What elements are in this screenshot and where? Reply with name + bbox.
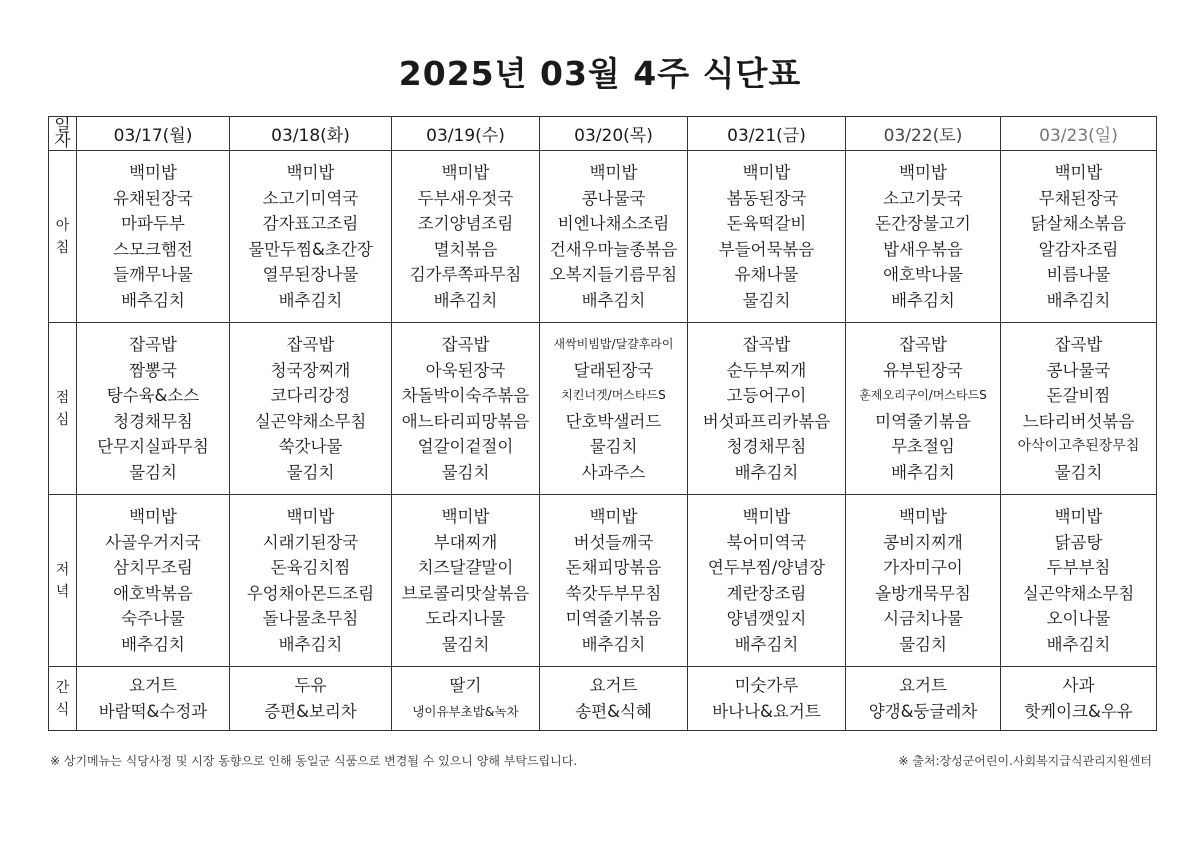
menu-item: 백미밥 bbox=[441, 163, 490, 182]
dinner-cell-fri bbox=[688, 495, 846, 667]
menu-item: 배추김치 bbox=[734, 462, 799, 482]
menu-item: 비름나물 bbox=[1046, 265, 1111, 284]
menu-item: 치킨너겟/머스타드S bbox=[561, 388, 666, 402]
menu-item: 새싹비빔밥/달걀후라이 bbox=[553, 337, 674, 351]
menu-item: 부대찌개 bbox=[433, 532, 498, 552]
lunch-row bbox=[49, 323, 1157, 495]
meal-label-char: 식 bbox=[55, 701, 70, 718]
menu-item: 청경채무침 bbox=[726, 437, 807, 456]
dinner-cell-thu bbox=[540, 495, 688, 667]
menu-item: 시래기된장국 bbox=[262, 532, 359, 552]
meal-label-char: 저 bbox=[55, 561, 70, 578]
menu-item: 배추김치 bbox=[891, 462, 955, 482]
snack-cell-sat bbox=[846, 667, 1001, 731]
menu-item: 물김치 bbox=[129, 462, 177, 482]
menu-item: 가자미구이 bbox=[883, 558, 963, 577]
menu-item: 돈육떡갈비 bbox=[726, 214, 807, 233]
menu-item: 콩나물국 bbox=[581, 188, 646, 208]
day-header-sun: 03/23(일) bbox=[1001, 117, 1157, 151]
menu-item: 양념깻잎지 bbox=[726, 609, 807, 628]
menu-item: 돈채피망볶음 bbox=[565, 558, 662, 577]
menu-item: 배추김치 bbox=[278, 634, 343, 654]
menu-item: 계란장조림 bbox=[726, 583, 807, 603]
menu-item: 미역줄기볶음 bbox=[565, 609, 662, 628]
menu-item: 닭살채소볶음 bbox=[1030, 214, 1127, 233]
menu-item: 봄동된장국 bbox=[726, 188, 807, 208]
menu-item: 우엉채아몬드조림 bbox=[246, 583, 375, 603]
breakfast-cell-sun bbox=[1001, 151, 1157, 323]
menu-item: 애호박나물 bbox=[883, 265, 963, 284]
menu-item: 치즈달걀말이 bbox=[417, 558, 514, 577]
menu-item: 부들어묵볶음 bbox=[718, 239, 815, 259]
menu-item: 조기양념조림 bbox=[417, 214, 514, 233]
menu-item: 시금치나물 bbox=[883, 609, 963, 628]
menu-item: 버섯들깨국 bbox=[573, 532, 654, 552]
menu-item: 백미밥 bbox=[441, 507, 490, 526]
menu-item: 콩비지찌개 bbox=[883, 532, 963, 552]
snack-label bbox=[49, 667, 77, 731]
menu-item: 브로콜리맛살볶음 bbox=[401, 583, 530, 603]
menu-item: 유채된장국 bbox=[113, 188, 193, 208]
meal-label-char: 아 bbox=[55, 217, 70, 234]
menu-item: 청국장찌개 bbox=[270, 360, 351, 380]
menu-item: 열무된장나물 bbox=[262, 265, 359, 284]
menu-item: 백미밥 bbox=[129, 507, 177, 526]
menu-item: 물만두찜&초간장 bbox=[248, 239, 373, 259]
menu-item: 요거트 bbox=[899, 675, 947, 695]
menu-item: 무채된장국 bbox=[1038, 188, 1119, 208]
snack-cell-wed bbox=[392, 667, 540, 731]
dinner-cell-wed bbox=[392, 495, 540, 667]
dinner-cell-mon bbox=[77, 495, 230, 667]
breakfast-label bbox=[49, 151, 77, 323]
menu-item: 백미밥 bbox=[742, 507, 791, 526]
meal-label-char: 간 bbox=[55, 679, 70, 696]
menu-item: 소고기미역국 bbox=[262, 188, 359, 208]
menu-item: 물김치 bbox=[286, 462, 335, 482]
lunch-cell-mon bbox=[77, 323, 230, 495]
menu-item: 달래된장국 bbox=[573, 360, 654, 380]
snack-row bbox=[49, 667, 1157, 731]
menu-item: 닭곰탕 bbox=[1054, 532, 1103, 552]
menu-item: 애호박볶음 bbox=[113, 583, 193, 603]
menu-item: 잡곡밥 bbox=[742, 335, 791, 354]
menu-item: 연두부찜/양념장 bbox=[707, 558, 826, 577]
menu-item: 실곤약채소무침 bbox=[254, 411, 367, 431]
menu-item: 아삭이고추된장무침 bbox=[1017, 438, 1140, 454]
menu-item: 두유 bbox=[294, 675, 327, 695]
snack-cell-fri bbox=[688, 667, 846, 731]
menu-item: 무초절임 bbox=[891, 437, 955, 456]
snack-cell-sun bbox=[1001, 667, 1157, 731]
menu-item: 실곤약채소무침 bbox=[1022, 583, 1135, 603]
menu-item: 얼갈이겉절이 bbox=[417, 437, 514, 456]
menu-item: 사골우거지국 bbox=[105, 532, 201, 552]
day-header-mon: 03/17(월) bbox=[77, 117, 230, 151]
menu-item: 배추김치 bbox=[1046, 290, 1111, 310]
lunch-label bbox=[49, 323, 77, 495]
menu-item: 삼치무조림 bbox=[113, 558, 193, 577]
menu-item: 코다리강정 bbox=[270, 386, 351, 405]
menu-item: 백미밥 bbox=[129, 163, 177, 182]
menu-item: 숙주나물 bbox=[121, 609, 185, 628]
menu-item: 돈간장불고기 bbox=[875, 214, 971, 233]
menu-item: 물김치 bbox=[1054, 462, 1103, 482]
breakfast-cell-thu bbox=[540, 151, 688, 323]
header-row bbox=[49, 117, 1157, 151]
breakfast-row bbox=[49, 151, 1157, 323]
lunch-cell-thu bbox=[540, 323, 688, 495]
page-title: 2025년 03월 4주 식단표 bbox=[398, 54, 802, 93]
menu-item: 오복지들기름무침 bbox=[549, 265, 678, 284]
snack-cell-thu bbox=[540, 667, 688, 731]
day-header-thu: 03/20(목) bbox=[540, 117, 688, 151]
meal-label-char: 녁 bbox=[55, 583, 70, 600]
menu-item: 버섯파프리카볶음 bbox=[702, 411, 831, 431]
menu-item: 순두부찌개 bbox=[726, 360, 807, 380]
menu-item: 백미밥 bbox=[1054, 507, 1103, 526]
menu-item: 백미밥 bbox=[286, 163, 335, 182]
lunch-cell-tue bbox=[230, 323, 392, 495]
menu-item: 잡곡밥 bbox=[1054, 335, 1103, 354]
dinner-cell-sun bbox=[1001, 495, 1157, 667]
menu-item: 미역줄기볶음 bbox=[875, 411, 971, 431]
menu-item: 훈제오리구이/머스타드S bbox=[859, 388, 987, 402]
day-header-tue: 03/18(화) bbox=[230, 117, 392, 151]
meal-label-char: 침 bbox=[55, 239, 70, 256]
menu-item: 쑥갓두부무침 bbox=[565, 583, 662, 603]
menu-item: 잡곡밥 bbox=[286, 335, 335, 354]
menu-item: 배추김치 bbox=[121, 290, 185, 310]
source-note: ※ 출처:장성군어린이.사회복지급식관리지원센터 bbox=[898, 754, 1152, 768]
menu-item: 단호박샐러드 bbox=[565, 411, 662, 431]
menu-item: 물김치 bbox=[742, 290, 791, 310]
menu-item: 양갱&둥글레차 bbox=[868, 701, 978, 721]
menu-item: 돈갈비찜 bbox=[1046, 386, 1111, 405]
menu-item: 유채나물 bbox=[734, 265, 799, 284]
menu-item: 배추김치 bbox=[734, 634, 799, 654]
menu-item: 미숫가루 bbox=[734, 675, 799, 695]
menu-item: 멸치볶음 bbox=[433, 239, 498, 259]
menu-item: 돈육김치찜 bbox=[270, 558, 351, 577]
menu-item: 올방개묵무침 bbox=[875, 583, 971, 603]
menu-item: 아욱된장국 bbox=[425, 360, 506, 380]
dinner-cell-sat bbox=[846, 495, 1001, 667]
menu-item: 탕수육&소스 bbox=[106, 386, 200, 405]
menu-item: 애느타리피망볶음 bbox=[401, 411, 530, 431]
dinner-label bbox=[49, 495, 77, 667]
breakfast-cell-mon bbox=[77, 151, 230, 323]
menu-item: 백미밥 bbox=[286, 507, 335, 526]
menu-item: 배추김치 bbox=[1046, 634, 1111, 654]
menu-item: 짬뽕국 bbox=[129, 360, 177, 380]
menu-item: 백미밥 bbox=[589, 163, 638, 182]
breakfast-cell-wed bbox=[392, 151, 540, 323]
menu-item: 잡곡밥 bbox=[899, 335, 947, 354]
menu-item: 건새우마늘종볶음 bbox=[549, 239, 678, 259]
menu-item: 쑥갓나물 bbox=[278, 437, 343, 456]
menu-item: 청경채무침 bbox=[113, 411, 193, 431]
day-header-sat: 03/22(토) bbox=[846, 117, 1001, 151]
menu-item: 물김치 bbox=[589, 437, 638, 456]
menu-item: 배추김치 bbox=[278, 290, 343, 310]
lunch-cell-wed bbox=[392, 323, 540, 495]
day-header-fri: 03/21(금) bbox=[688, 117, 846, 151]
breakfast-cell-sat bbox=[846, 151, 1001, 323]
menu-item: 잡곡밥 bbox=[441, 335, 490, 354]
menu-item: 배추김치 bbox=[891, 290, 955, 310]
menu-item: 배추김치 bbox=[581, 634, 646, 654]
menu-item: 소고기뭇국 bbox=[883, 188, 963, 208]
menu-item: 배추김치 bbox=[581, 290, 646, 310]
meal-plan-table bbox=[48, 116, 1157, 731]
menu-item: 증편&보리차 bbox=[264, 701, 357, 721]
menu-item: 잡곡밥 bbox=[129, 335, 177, 354]
corner-label-2: 자 bbox=[54, 130, 71, 151]
menu-item: 감자표고조림 bbox=[262, 214, 359, 233]
lunch-cell-sat bbox=[846, 323, 1001, 495]
menu-item: 물김치 bbox=[441, 462, 490, 482]
menu-item: 콩나물국 bbox=[1046, 360, 1111, 380]
menu-item: 들깨무나물 bbox=[113, 265, 193, 284]
menu-item: 마파두부 bbox=[121, 214, 185, 233]
corner-label-1: 일 bbox=[54, 115, 71, 136]
menu-item: 핫케이크&우유 bbox=[1024, 701, 1133, 721]
menu-item: 비엔나채소조림 bbox=[557, 214, 670, 233]
menu-item: 바나나&요거트 bbox=[712, 701, 821, 721]
menu-item: 북어미역국 bbox=[726, 532, 807, 552]
menu-item: 차돌박이숙주볶음 bbox=[401, 386, 530, 405]
menu-item: 요거트 bbox=[129, 675, 177, 695]
menu-item: 밥새우볶음 bbox=[883, 239, 963, 259]
date-corner-header bbox=[49, 117, 77, 151]
menu-item: 물김치 bbox=[441, 634, 490, 654]
menu-item: 사과주스 bbox=[581, 462, 646, 482]
lunch-cell-fri bbox=[688, 323, 846, 495]
menu-item: 김가루쪽파무침 bbox=[409, 265, 522, 284]
day-header-wed: 03/19(수) bbox=[392, 117, 540, 151]
menu-item: 백미밥 bbox=[589, 507, 638, 526]
meal-label-char: 점 bbox=[55, 389, 70, 406]
breakfast-cell-fri bbox=[688, 151, 846, 323]
menu-item: 바람떡&수정과 bbox=[98, 701, 208, 721]
menu-item: 백미밥 bbox=[1054, 163, 1103, 182]
menu-item: 돌나물초무침 bbox=[262, 609, 359, 628]
menu-item: 요거트 bbox=[589, 675, 638, 695]
menu-item: 냉이유부초밥&녹차 bbox=[412, 703, 519, 719]
menu-item: 유부된장국 bbox=[883, 360, 963, 380]
lunch-cell-sun bbox=[1001, 323, 1157, 495]
dinner-cell-tue bbox=[230, 495, 392, 667]
menu-item: 백미밥 bbox=[899, 163, 947, 182]
menu-item: 오이나물 bbox=[1046, 609, 1111, 628]
menu-item: 물김치 bbox=[899, 634, 947, 654]
menu-item: 두부부침 bbox=[1046, 558, 1111, 577]
menu-item: 백미밥 bbox=[742, 163, 791, 182]
menu-item: 배추김치 bbox=[433, 290, 498, 310]
dinner-row bbox=[49, 495, 1157, 667]
menu-item: 스모크햄전 bbox=[113, 239, 193, 259]
menu-item: 딸기 bbox=[449, 675, 482, 695]
menu-item: 단무지실파무침 bbox=[97, 437, 209, 456]
menu-item: 알감자조림 bbox=[1038, 239, 1119, 259]
menu-item: 고등어구이 bbox=[726, 386, 807, 405]
menu-item: 백미밥 bbox=[899, 507, 947, 526]
breakfast-cell-tue bbox=[230, 151, 392, 323]
menu-item: 배추김치 bbox=[121, 634, 185, 654]
menu-item: 송편&식혜 bbox=[575, 701, 652, 721]
meal-label-char: 심 bbox=[55, 411, 70, 428]
disclaimer-note: ※ 상기메뉴는 식당사정 및 시장 동향으로 인해 동일군 식품으로 변경될 수 있으니 양해 부탁드립니다. bbox=[50, 754, 578, 768]
menu-item: 두부새우젓국 bbox=[417, 188, 514, 208]
menu-item: 사과 bbox=[1062, 675, 1095, 695]
snack-cell-tue bbox=[230, 667, 392, 731]
menu-item: 도라지나물 bbox=[425, 609, 506, 628]
menu-item: 느타리버섯볶음 bbox=[1022, 411, 1135, 431]
snack-cell-mon bbox=[77, 667, 230, 731]
